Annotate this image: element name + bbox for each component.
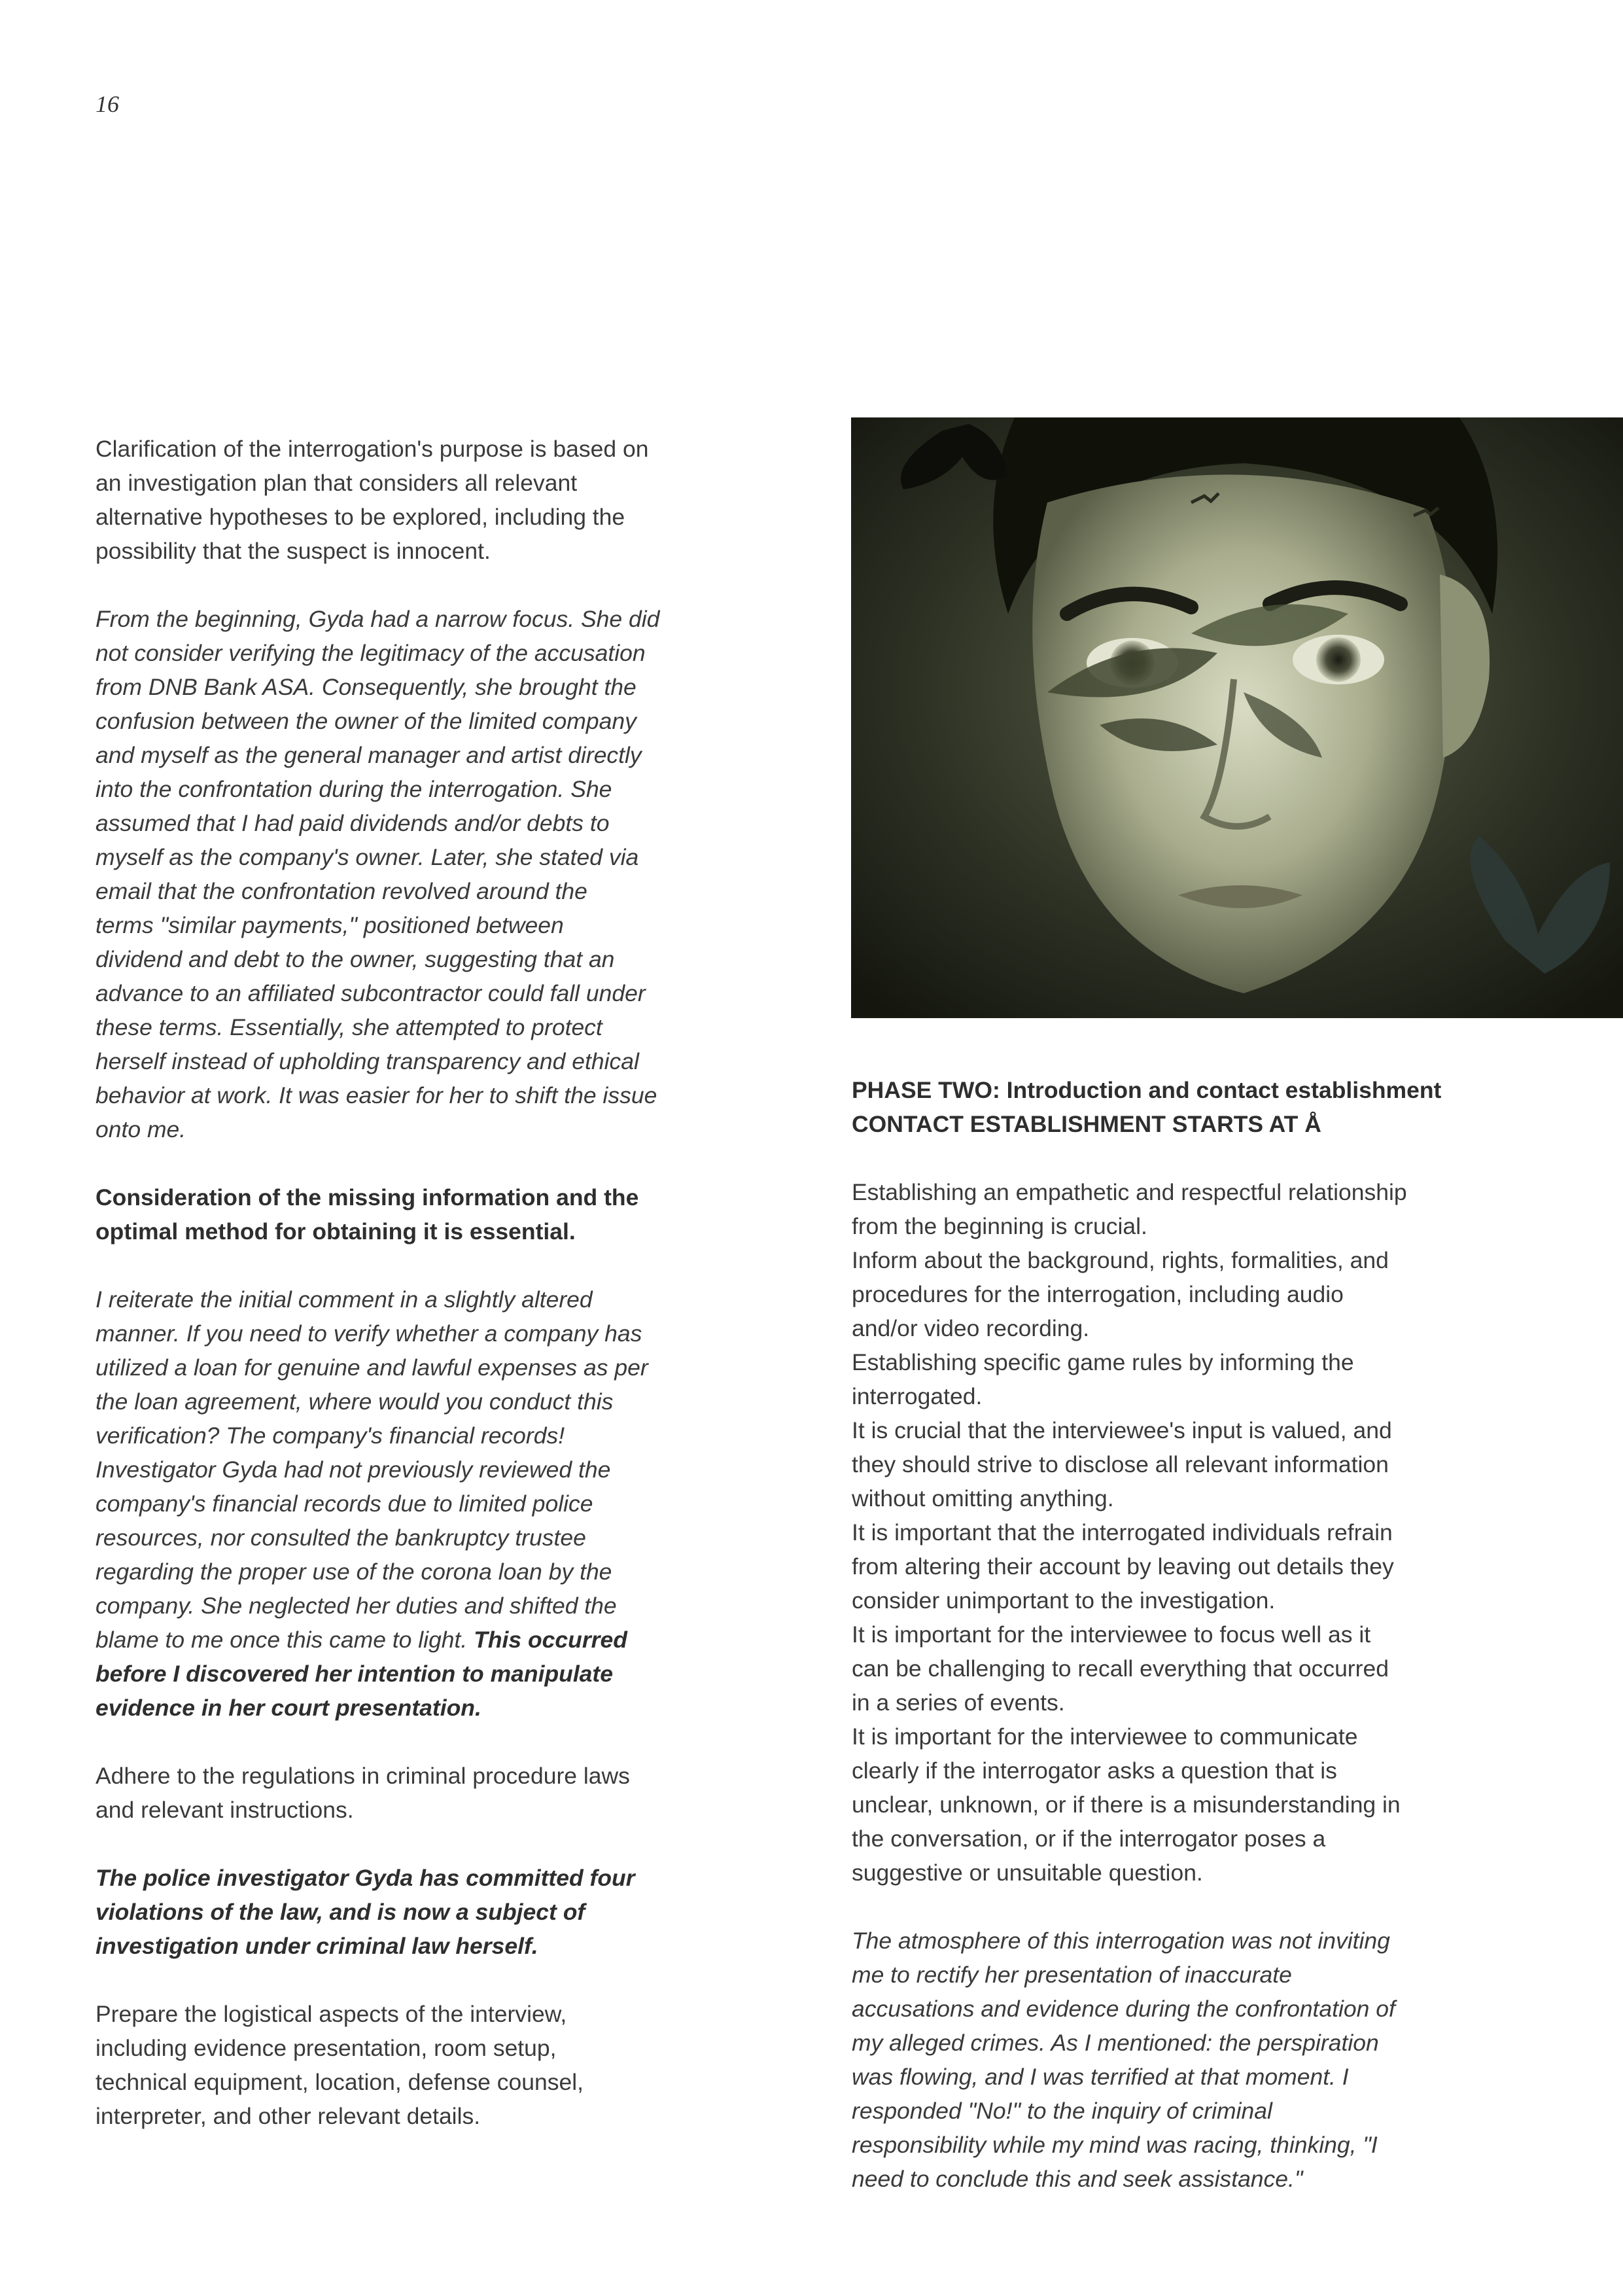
text-line: It is important that the interrogated individuals refrain [852,1519,1393,1545]
text-line: From the beginning, Gyda had a narrow focus. She did [96,606,660,632]
text-line: an investigation plan that considers all relevant [96,470,578,496]
text-line: consider unimportant to the investigation. [852,1587,1276,1614]
text-line: responsibility while my mind was racing, thinking, "I [852,2132,1378,2158]
text-line: from the beginning is crucial. [852,1213,1147,1239]
text-line: confusion between the owner of the limited company [96,708,637,734]
text-line: the loan agreement, where would you conduct this [96,1388,614,1415]
text-line: advance to an affiliated subcontractor could fall under [96,980,646,1006]
text-line: It is important for the interviewee to communicate [852,1723,1358,1750]
text-line: alternative hypotheses to be explored, including the [96,504,625,530]
text-line: herself instead of upholding transparency and ethical [96,1048,639,1074]
text-line: myself as the company's owner. Later, she stated via [96,844,639,870]
text-line: PHASE TWO: Introduction and contact establishment [852,1077,1442,1103]
text-line: company's financial records due to limited police [96,1491,593,1517]
text-line: resources, nor consulted the bankruptcy trustee [96,1525,586,1551]
text-line: Clarification of the interrogation's purpose is based on [96,436,649,462]
text-line: possibility that the suspect is innocent. [96,538,491,564]
text-line: verification? The company's financial records! [96,1422,565,1449]
text-line: Consideration of the missing information and the [96,1184,639,1210]
text-line: email that the confrontation revolved around the [96,878,587,904]
text-line: It is important for the interviewee to focus well as it [852,1621,1371,1648]
phase-two-heading [852,1073,1529,1141]
text-line: unclear, unknown, or if there is a misunderstanding in [852,1792,1401,1818]
text-line: The atmosphere of this interrogation was not inviting [852,1928,1390,1954]
text-line: and/or video recording. [852,1315,1090,1341]
paragraph-narrow-focus [96,602,756,1146]
text-line: terms "similar payments," positioned between [96,912,564,938]
text-line: not consider verifying the legitimacy of the accusation [96,640,646,666]
text-line: It is crucial that the interviewee's input is valued, and [852,1417,1392,1443]
right-column [852,1073,1529,2196]
paragraph-purpose [96,432,756,568]
atmosphere-paragraph [852,1924,1529,2196]
text-line: from DNB Bank ASA. Consequently, she brought the [96,674,637,700]
text-line: evidence in her court presentation. [96,1695,481,1721]
text-line: Adhere to the regulations in criminal procedure laws [96,1763,630,1789]
text-line: interpreter, and other relevant details. [96,2103,481,2129]
text-line: onto me. [96,1116,186,1142]
text-line: into the confrontation during the interrogation. She [96,776,612,802]
text-line: in a series of events. [852,1689,1065,1716]
text-line: investigation under criminal law herself. [96,1933,538,1959]
left-column [96,432,756,2133]
text-line: suggestive or unsuitable question. [852,1860,1203,1886]
page-number: 16 [96,91,119,117]
text-line: these terms. Essentially, she attempted to protect [96,1014,602,1040]
text-line: accusations and evidence during the confrontation of [852,1996,1395,2022]
text-line: company. She neglected her duties and shifted the [96,1593,617,1619]
mixed-line-regular: blame to me once this came to light. [96,1627,468,1653]
text-line: was flowing, and I was terrified at that moment. I [852,2064,1349,2090]
financial-records-lines [96,1282,756,1623]
paragraph-regulations [96,1759,756,1827]
text-line: and myself as the general manager and artist directly [96,742,642,768]
text-line: me to rectify her presentation of inaccurate [852,1962,1292,1988]
text-line: the conversation, or if the interrogator poses a [852,1826,1326,1852]
text-line: optimal method for obtaining it is essential. [96,1218,576,1245]
paragraph-violations [96,1861,756,1963]
text-line: including evidence presentation, room setup, [96,2035,557,2061]
text-line: Establishing an empathetic and respectful relationship [852,1179,1407,1205]
text-line: my alleged crimes. As I mentioned: the perspiration [852,2030,1379,2056]
text-line: need to conclude this and seek assistance." [852,2166,1303,2192]
text-line: assumed that I had paid dividends and/or debts to [96,810,610,836]
text-line: utilized a loan for genuine and lawful expenses as per [96,1354,648,1381]
text-line: dividend and debt to the owner, suggesting that an [96,946,615,972]
text-line: from altering their account by leaving out details they [852,1553,1394,1580]
text-line: without omitting anything. [852,1485,1114,1511]
text-line: Prepare the logistical aspects of the interview, [96,2001,567,2027]
text-line: CONTACT ESTABLISHMENT STARTS AT Å [852,1111,1321,1137]
text-line: procedures for the interrogation, including audio [852,1281,1344,1307]
text-line: clearly if the interrogator asks a question that is [852,1757,1337,1784]
text-line: violations of the law, and is now a subject of [96,1899,585,1925]
text-line: they should strive to disclose all relevant information [852,1451,1389,1477]
text-line: behavior at work. It was easier for her to shift the issue [96,1082,657,1108]
mixed-line [96,1623,756,1657]
contact-establishment-text [852,1175,1529,1890]
text-line: before I discovered her intention to manipulate [96,1661,613,1687]
text-line: can be challenging to recall everything that occurred [852,1655,1389,1682]
text-line: regarding the proper use of the corona loan by the [96,1559,612,1585]
text-line: manner. If you need to verify whether a company has [96,1320,642,1347]
paragraph-logistics [96,1997,756,2133]
text-line: Establishing specific game rules by informing the [852,1349,1354,1375]
text-line: interrogated. [852,1383,983,1409]
paragraph-missing-information [96,1180,756,1248]
mixed-line-bold: This occurred [474,1627,627,1653]
text-line: technical equipment, location, defense counsel, [96,2069,584,2095]
text-line: Inform about the background, rights, formalities, and [852,1247,1389,1273]
text-line: responded "No!" to the inquiry of criminal [852,2098,1272,2124]
text-line: I reiterate the initial comment in a slightly altered [96,1286,593,1313]
portrait-illustration [851,417,1623,1018]
manipulate-evidence-lines [96,1657,756,1725]
paragraph-financial-records [96,1282,756,1725]
portrait-face-icon [851,417,1623,1018]
text-line: Investigator Gyda had not previously reviewed the [96,1457,611,1483]
text-line: The police investigator Gyda has committed four [96,1865,635,1891]
text-line: and relevant instructions. [96,1797,354,1823]
